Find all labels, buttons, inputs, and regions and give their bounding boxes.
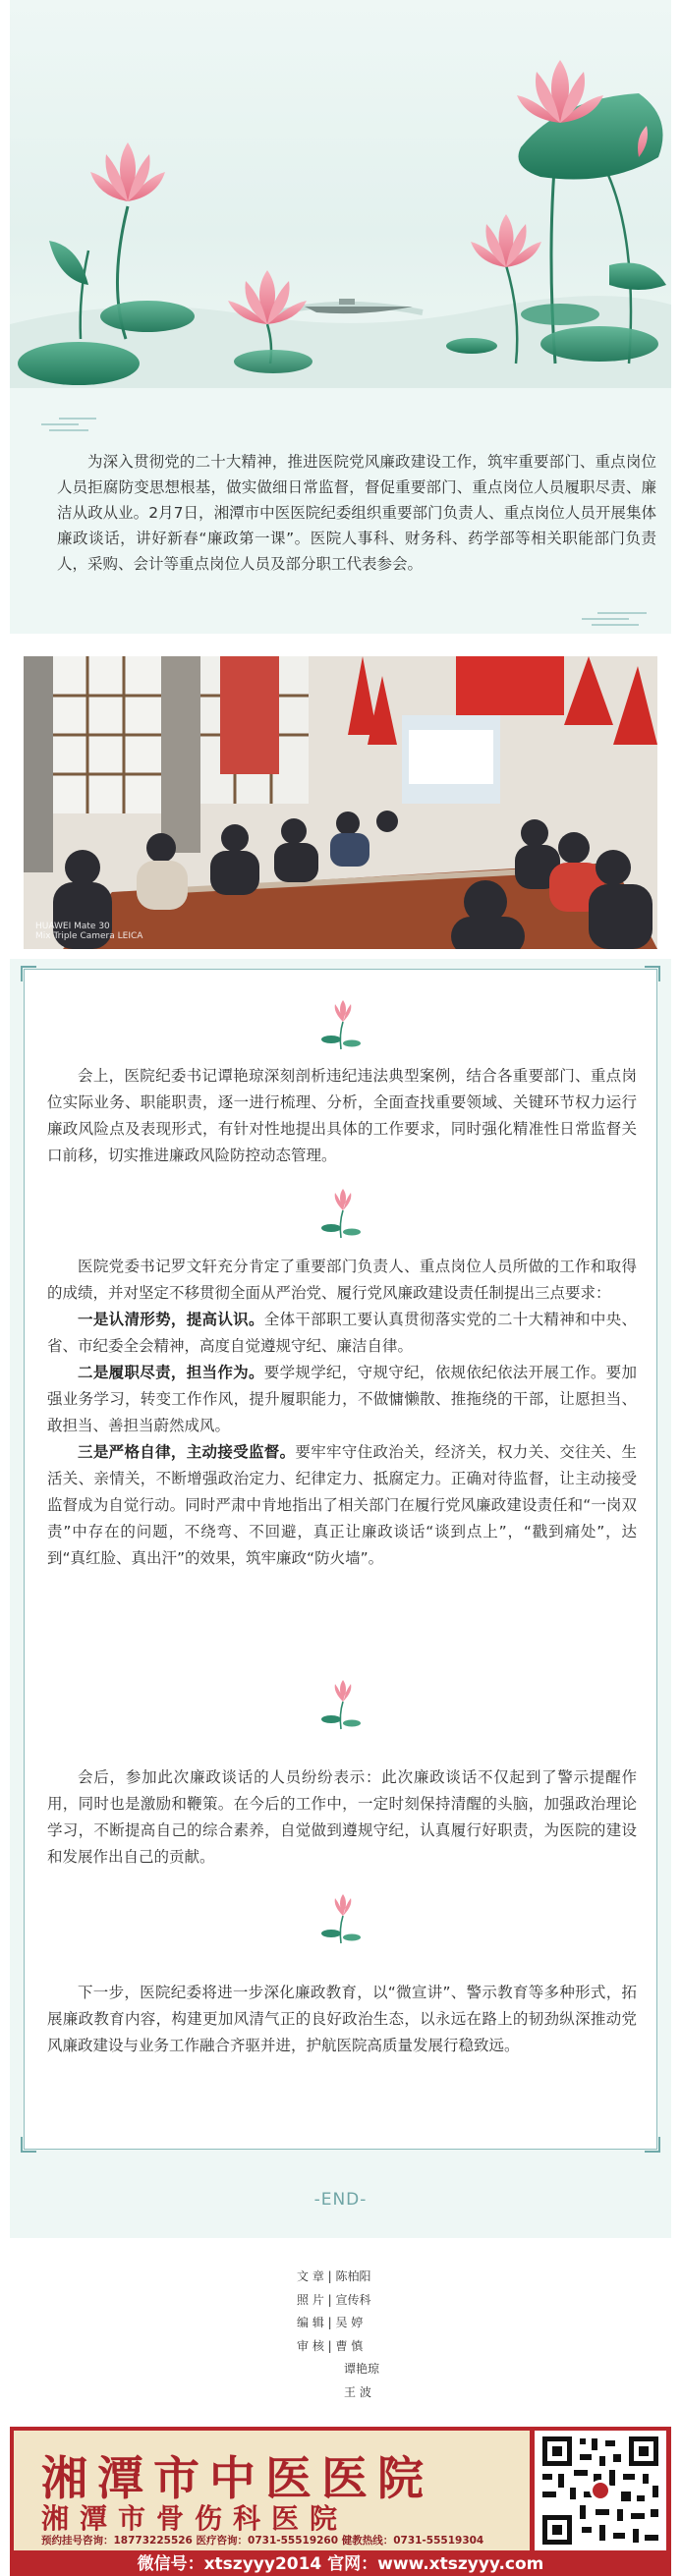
- footer-panel: [14, 2431, 530, 2550]
- footer-contact-bar: 微信号：xtszyyy2014 官网：www.xtszyyy.com: [137, 2554, 544, 2574]
- qr-code-icon: [535, 2431, 666, 2550]
- frame-corner: [21, 2137, 36, 2153]
- credit-editor: 编 辑 | 吴 婷: [297, 2316, 364, 2329]
- hospital-subname: 湘潭市骨伤科医院: [41, 2502, 349, 2535]
- credit-reviewer: 审 核 | 曹 慎: [297, 2338, 364, 2353]
- lotus-banner: [10, 0, 671, 388]
- article-paragraph-4: 下一步，医院纪委将进一步深化廉政教育，以“微宣讲”、警示教育等多种形式，拓展廉政教育内容，构建更加风清气正的良好政治生态，以永远在路上的韧劲纵深推动党风廉政建设与业务工作融合齐驱并进，护航医院高质量发展行稳致远。: [47, 1984, 637, 2054]
- end-mark: -END-: [313, 2190, 368, 2210]
- intro-section: [10, 388, 671, 634]
- credit-writer: 文 章 | 陈柏阳: [297, 2269, 371, 2283]
- credit-reviewer-2: 谭艳琼: [344, 2362, 380, 2376]
- qr-code[interactable]: [535, 2431, 666, 2550]
- requirement-3: 三是严格自律，主动接受监督。要牢牢守住政治关，经济关，权力关、交往关、生活关、亲情关，不断增强政治定力、纪律定力、抵腐定力。正确对待监督，让主动接受监督成为自觉行动。同时严肃中肯地指出了相关部门在履行党风廉政建设责任和“一岗双责”中存在的问题，不绕弯、不回避，真正让廉政谈话“谈到点上”，“戳到痛处”，达到“真红脸、真出汗”的效果，筑牢廉政“防火墙”。: [47, 1443, 637, 1567]
- lotus-ornament-icon: [319, 1189, 363, 1240]
- lotus-illustration: [10, 0, 671, 388]
- frame-corner: [645, 966, 660, 981]
- meeting-photo: [24, 656, 657, 949]
- article-requirements: [47, 1254, 637, 1572]
- credit-reviewer-3: 王 波: [344, 2384, 371, 2399]
- frame-corner: [21, 966, 36, 981]
- lotus-ornament-icon: [319, 1000, 363, 1051]
- cloud-ornament-icon: [580, 609, 649, 631]
- hospital-footer: [10, 2427, 671, 2576]
- intro-paragraph: 为深入贯彻党的二十大精神，推进医院党风廉政建设工作，筑牢重要部门、重点岗位人员拒腐防变思想根基，做实做细日常监督，督促重要部门、重点岗位人员履职尽责、廉洁从政从业。2月7日，湘潭市中医医院纪委组织重要部门负责人、重点岗位人员开展集体廉政谈话，讲好新春“廉政第一课”。医院人事科、财务科、药学部等相关职能部门负责人，采购、会计等重点岗位人员及部分职工代表参会。: [57, 453, 656, 573]
- requirement-1: 一是认清形势，提高认识。全体干部职工要认真贯彻落实党的二十大精神和中央、省、市纪委全会精神，高度自觉遵规守纪、廉洁自律。: [47, 1311, 637, 1355]
- article-paragraph-3: 会后，参加此次廉政谈话的人员纷纷表示：此次廉政谈话不仅起到了警示提醒作用，同时也是激励和鞭策。在今后的工作中，一定时刻保持清醒的头脑，加强政治理论学习，不断提高自己的综合素养，自觉做到遵规守纪，认真履行好职责，为医院的建设和发展作出自己的贡献。: [47, 1768, 637, 1866]
- hospital-name: 湘潭市中医医院: [41, 2452, 433, 2506]
- camera-watermark: HUAWEI Mate 30 Mix Triple Camera LEICA: [35, 922, 143, 941]
- credits-block: [297, 2266, 493, 2404]
- article-paragraph-2: 医院党委书记罗文轩充分肯定了重要部门负责人、重点岗位人员所做的工作和取得的成绩，并对坚定不移贯彻全面从严治党、履行党风廉政建设责任制提出三点要求：: [47, 1258, 637, 1302]
- cloud-ornament-icon: [39, 413, 98, 434]
- requirement-2: 二是履职尽责，担当作为。要学规学纪，守规守纪，依规依纪依法开展工作。要加强业务学习，转变工作作风，提升履职能力，不做慵懒散、推拖绕的干部，让愿担当、敢担当、善担当蔚然成风。: [47, 1364, 637, 1434]
- credit-photo: 照 片 | 宣传科: [297, 2292, 371, 2307]
- article-paragraph-1: 会上，医院纪委书记谭艳琼深刻剖析违纪违法典型案例，结合各重要部门、重点岗位实际业务、职能职责，逐一进行梳理、分析，全面查找重要领域、关键环节权力运行廉政风险点及表现形式，有针对性地提出具体的工作要求，同时强化精准性日常监督关口前移，切实推进廉政风险防控动态管理。: [47, 1067, 637, 1164]
- contact-phones: 预约挂号咨询：18773225526 医疗咨询：0731-55519260 健教热线：0731-55519304: [41, 2535, 484, 2547]
- lotus-ornament-icon: [319, 1894, 363, 1945]
- lotus-ornament-icon: [319, 1680, 363, 1731]
- frame-corner: [645, 2137, 660, 2153]
